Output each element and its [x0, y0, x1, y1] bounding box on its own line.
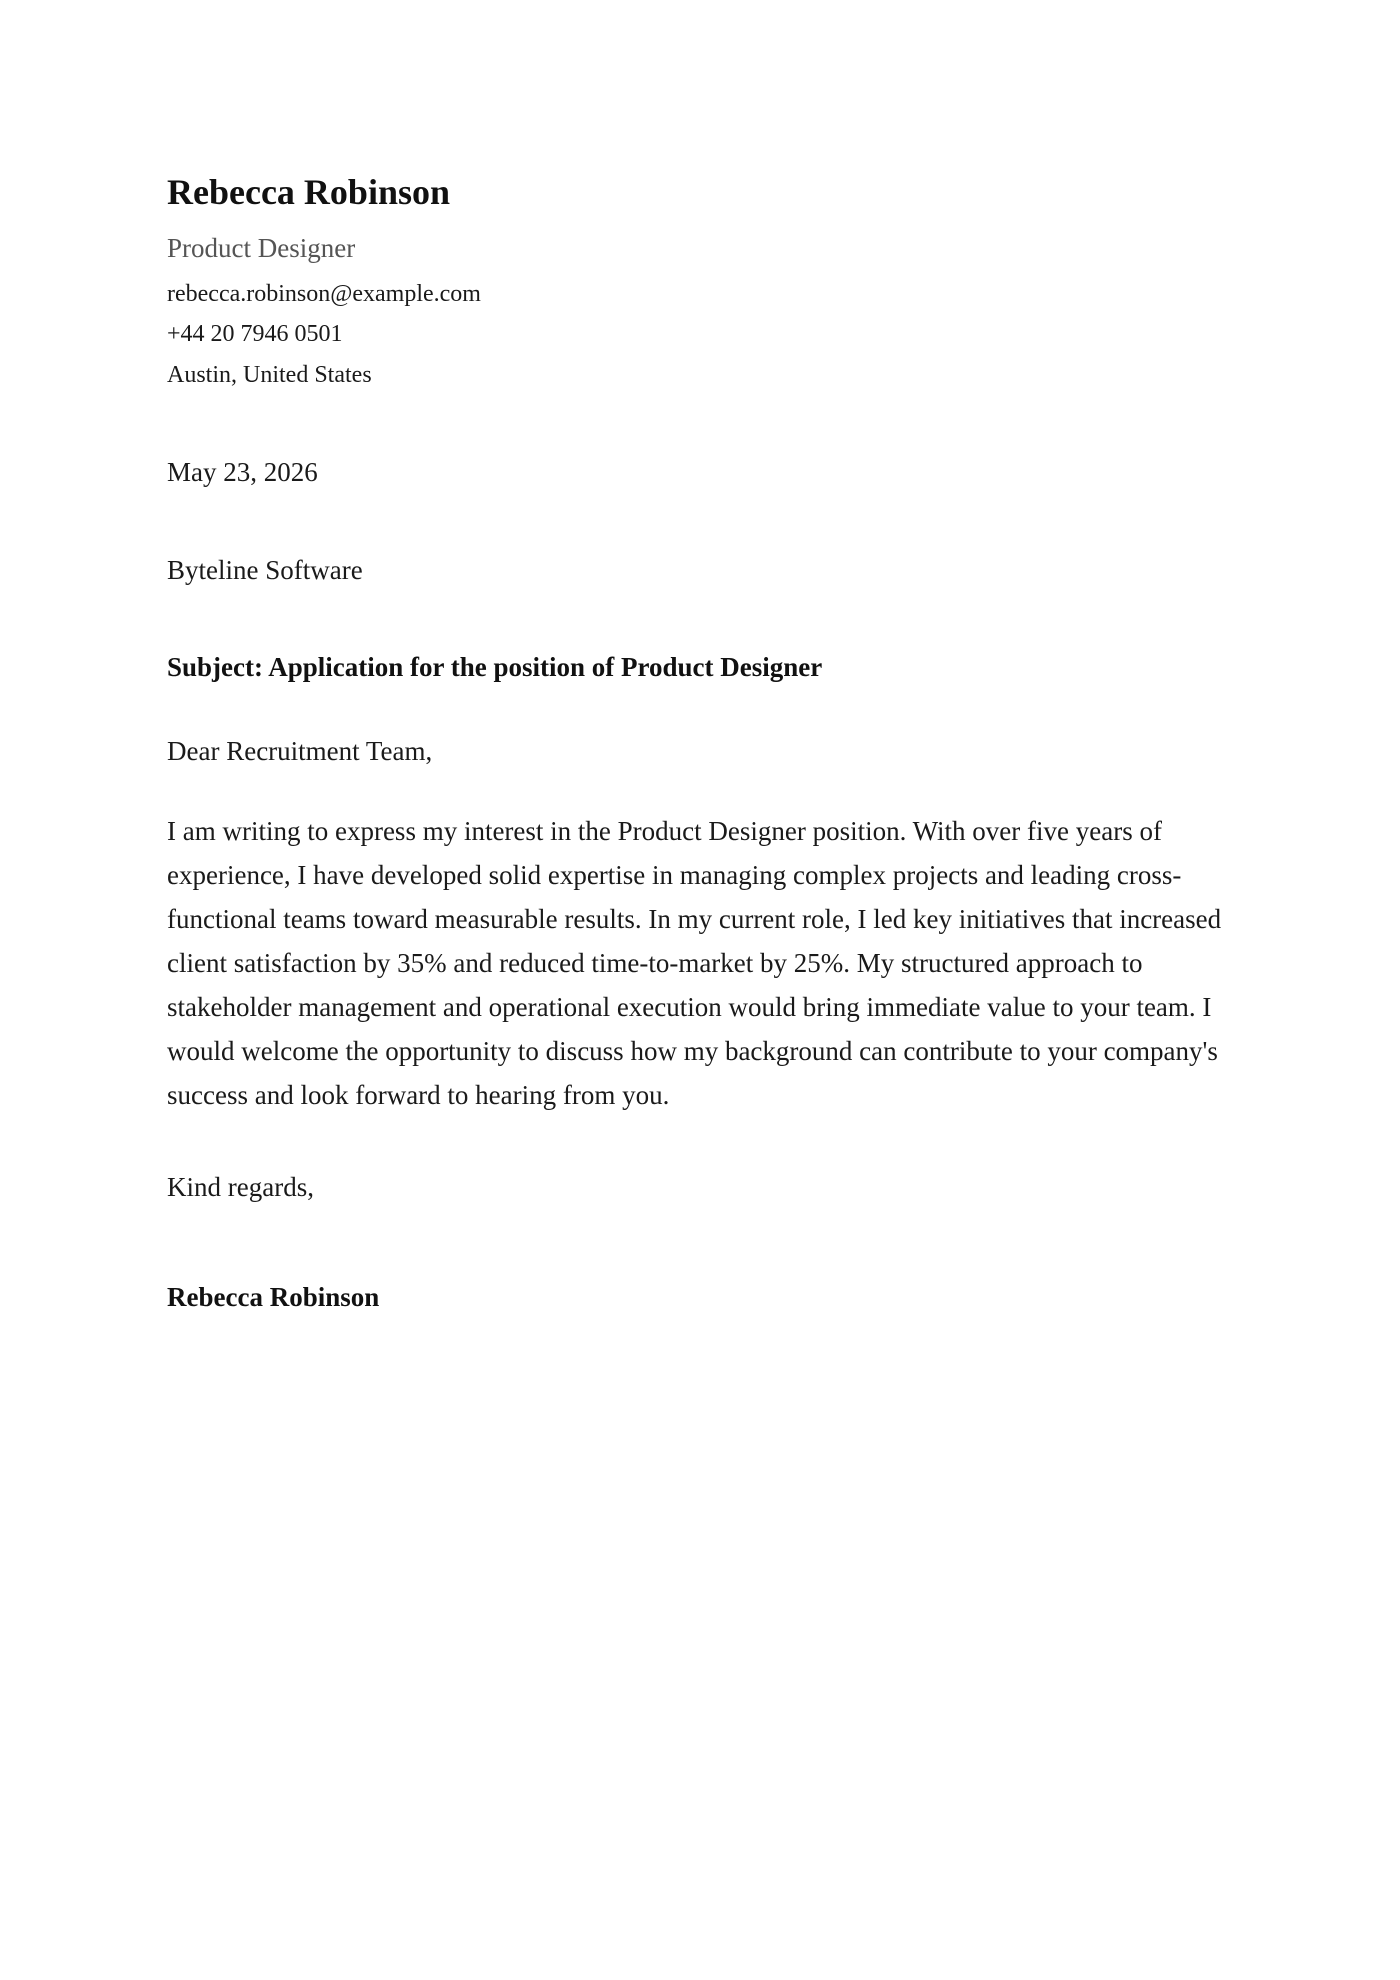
signature-name: Rebecca Robinson [167, 1282, 380, 1312]
sender-title: Product Designer [167, 233, 356, 263]
salutation: Dear Recruitment Team, [167, 736, 433, 766]
letter-date: May 23, 2026 [167, 457, 318, 487]
recipient-company: Byteline Software [167, 555, 363, 585]
sender-name: Rebecca Robinson [167, 172, 451, 212]
sender-phone: +44 20 7946 0501 [167, 321, 343, 347]
sender-email: rebecca.robinson@example.com [167, 281, 481, 307]
subject-line: Subject: Application for the position of Product Designer [167, 652, 823, 682]
body-paragraph: I am writing to express my interest in the Product Designer position. With over five years of experience, I have developed solid expertise in managing complex projects and leading cross-functional teams toward measurable results. In my current role, I led key initiatives that increased client satisfaction by 35% and reduced time-to-market by 25%. My structured approach to stakeholder management and operational execution would bring immediate value to your team. I would welcome the opportunity to discuss how my background can contribute to your company's success and look forward to hearing from you. [167, 816, 1222, 1110]
closing: Kind regards, [167, 1172, 314, 1202]
sender-location: Austin, United States [167, 362, 372, 388]
